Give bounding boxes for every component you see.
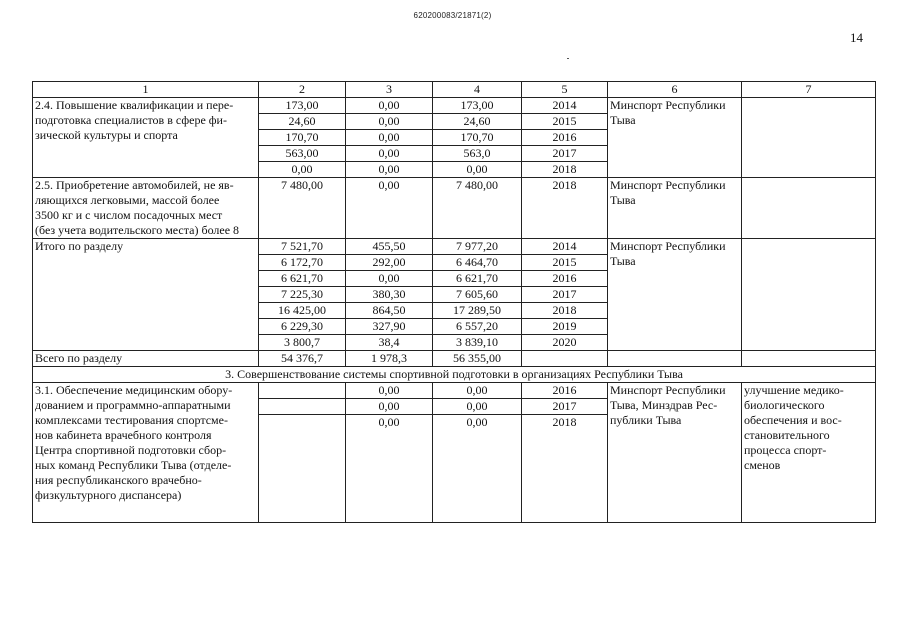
- federal-budget: 0,00: [346, 271, 433, 287]
- republic-budget: 0,00: [433, 399, 522, 415]
- document-code: 620200083/21871(2): [413, 11, 492, 20]
- year: 2017: [522, 287, 608, 303]
- column-number: 4: [433, 82, 522, 98]
- column-number: 3: [346, 82, 433, 98]
- total-cost: 6 621,70: [259, 271, 346, 287]
- table-row: [33, 178, 876, 239]
- federal-budget: 38,4: [346, 335, 433, 351]
- total-cost: [259, 399, 346, 415]
- republic-budget: 563,0: [433, 146, 522, 162]
- column-number: 1: [33, 82, 259, 98]
- federal-budget: 864,50: [346, 303, 433, 319]
- year: 2018: [522, 303, 608, 319]
- executor: Минспорт Республики Тыва: [608, 239, 742, 351]
- year: 2015: [522, 114, 608, 130]
- program-table: [32, 81, 876, 523]
- federal-budget: 0,00: [346, 178, 433, 239]
- year: 2014: [522, 98, 608, 114]
- federal-budget: 0,00: [346, 146, 433, 162]
- republic-budget: 173,00: [433, 98, 522, 114]
- federal-budget: 0,00: [346, 130, 433, 146]
- total-cost: 3 800,7: [259, 335, 346, 351]
- republic-budget: 6 557,20: [433, 319, 522, 335]
- total-cost: 7 521,70: [259, 239, 346, 255]
- federal-budget: 0,00: [346, 114, 433, 130]
- measure-name: 3.1. Обеспечение медицинским обору- дованием и программно-аппаратными комплексами тестирования спортсме- нов кабинета врачебного контроля Центра спортивной подготовки сбор- ных команд Республики Тыва (отделе- ния республиканского врачебно- физкультурного диспансера): [33, 383, 259, 523]
- federal-budget: 292,00: [346, 255, 433, 271]
- executor: Минспорт Республики Тыва: [608, 98, 742, 178]
- total-cost: 0,00: [259, 162, 346, 178]
- year: 2019: [522, 319, 608, 335]
- total-cost: 6 172,70: [259, 255, 346, 271]
- federal-budget: 380,30: [346, 287, 433, 303]
- year: 2018: [522, 415, 608, 523]
- total-cost: 7 225,30: [259, 287, 346, 303]
- total-cost: 563,00: [259, 146, 346, 162]
- republic-budget: 0,00: [433, 383, 522, 399]
- column-number: 5: [522, 82, 608, 98]
- year: 2016: [522, 271, 608, 287]
- republic-budget: 6 464,70: [433, 255, 522, 271]
- year: 2020: [522, 335, 608, 351]
- year: 2018: [522, 178, 608, 239]
- total-cost: [259, 383, 346, 399]
- column-number: 7: [742, 82, 876, 98]
- republic-budget: 7 605,60: [433, 287, 522, 303]
- federal-budget: 0,00: [346, 399, 433, 415]
- expected-result: [742, 178, 876, 239]
- federal-budget: 0,00: [346, 162, 433, 178]
- expected-result: [742, 98, 876, 178]
- measure-name: 2.4. Повышение квалификации и пере- подготовка специалистов в сфере фи- зической культуры и спорта: [33, 98, 259, 178]
- year: 2016: [522, 130, 608, 146]
- table-row: [33, 98, 876, 114]
- total-cost: 170,70: [259, 130, 346, 146]
- year: [522, 351, 608, 367]
- expected-result: [742, 239, 876, 351]
- column-number: 6: [608, 82, 742, 98]
- republic-budget: 3 839,10: [433, 335, 522, 351]
- table-row: [33, 239, 876, 255]
- section-title: 3. Совершенствование системы спортивной подготовки в организациях Республики Тыва: [33, 367, 876, 383]
- republic-budget: 6 621,70: [433, 271, 522, 287]
- federal-budget: 1 978,3: [346, 351, 433, 367]
- total-cost: 7 480,00: [259, 178, 346, 239]
- year: 2015: [522, 255, 608, 271]
- federal-budget: 327,90: [346, 319, 433, 335]
- federal-budget: 0,00: [346, 98, 433, 114]
- grand-total-label: Всего по разделу: [33, 351, 259, 367]
- scan-speck: [567, 58, 569, 59]
- grand-total-row: [33, 351, 876, 367]
- page-number: 14: [850, 30, 863, 45]
- year: 2017: [522, 146, 608, 162]
- column-number-row: [33, 82, 876, 98]
- republic-budget: 7 480,00: [433, 178, 522, 239]
- section-total-label: Итого по разделу: [33, 239, 259, 351]
- year: 2016: [522, 383, 608, 399]
- republic-budget: 24,60: [433, 114, 522, 130]
- federal-budget: 0,00: [346, 383, 433, 399]
- year: 2017: [522, 399, 608, 415]
- republic-budget: 0,00: [433, 162, 522, 178]
- republic-budget: 0,00: [433, 415, 522, 523]
- expected-result: [742, 351, 876, 367]
- republic-budget: 17 289,50: [433, 303, 522, 319]
- executor: Минспорт Республики Тыва, Минздрав Рес- публики Тыва: [608, 383, 742, 523]
- republic-budget: 7 977,20: [433, 239, 522, 255]
- republic-budget: 56 355,00: [433, 351, 522, 367]
- total-cost: 54 376,7: [259, 351, 346, 367]
- column-number: 2: [259, 82, 346, 98]
- total-cost: [259, 415, 346, 523]
- table-row: [33, 383, 876, 399]
- total-cost: 173,00: [259, 98, 346, 114]
- executor: Минспорт Республики Тыва: [608, 178, 742, 239]
- republic-budget: 170,70: [433, 130, 522, 146]
- total-cost: 24,60: [259, 114, 346, 130]
- year: 2014: [522, 239, 608, 255]
- executor: [608, 351, 742, 367]
- expected-result: улучшение медико- биологического обеспечения и вос- становительного процесса спорт- сменов: [742, 383, 876, 523]
- measure-name: 2.5. Приобретение автомобилей, не яв- ляющихся легковыми, массой более 3500 кг и с числом посадочных мест (без учета водительского места) более 8: [33, 178, 259, 239]
- year: 2018: [522, 162, 608, 178]
- total-cost: 6 229,30: [259, 319, 346, 335]
- total-cost: 16 425,00: [259, 303, 346, 319]
- federal-budget: 455,50: [346, 239, 433, 255]
- section-heading-row: [33, 367, 876, 383]
- federal-budget: 0,00: [346, 415, 433, 523]
